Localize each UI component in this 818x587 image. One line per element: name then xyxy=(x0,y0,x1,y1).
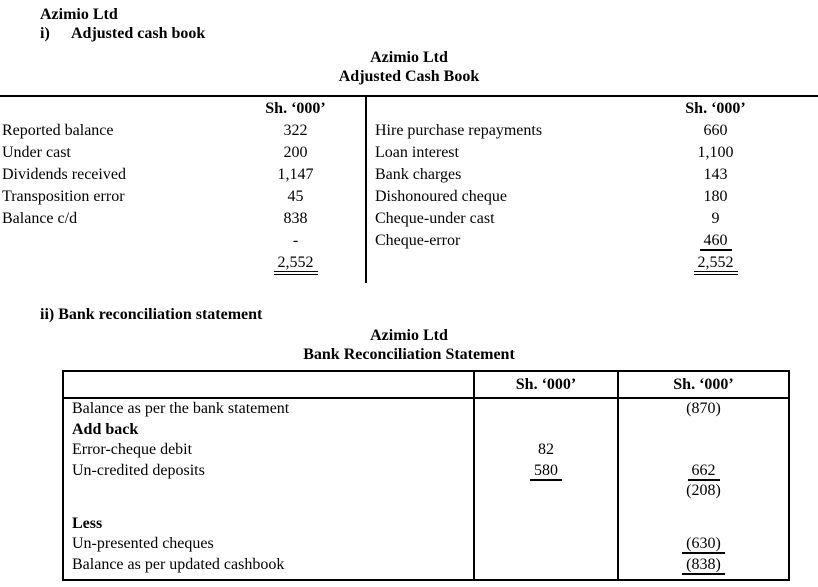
credit-row-amount: 180 xyxy=(703,188,728,205)
debit-row-label: Reported balance xyxy=(2,122,114,139)
debit-row-amount: - xyxy=(292,232,299,249)
bank-reconciliation-table xyxy=(62,370,790,581)
cashbook-credit-side xyxy=(367,97,816,283)
debit-row-label: Under cast xyxy=(2,144,71,161)
row-col1 xyxy=(473,399,617,420)
table-row xyxy=(0,142,365,164)
debit-total: 2,552 xyxy=(274,254,318,275)
table-row xyxy=(64,534,788,555)
reconciliation-header-row xyxy=(64,372,788,399)
table-row xyxy=(367,186,816,208)
section-i-heading xyxy=(40,24,818,43)
reconciliation-doc-title: Bank Reconciliation Statement xyxy=(303,346,515,363)
table-row xyxy=(367,142,816,164)
section-ii-heading xyxy=(40,305,818,324)
debit-row-amount: 1,147 xyxy=(277,166,314,183)
row-col1: 580 xyxy=(530,462,562,481)
credit-total-row xyxy=(367,252,816,278)
section-i-number: i) xyxy=(40,25,50,42)
table-row xyxy=(0,164,365,186)
table-row xyxy=(367,230,816,252)
table-row xyxy=(64,555,788,576)
reconciliation-col2-header: Sh. ‘000’ xyxy=(617,372,788,397)
debit-row-label: Transposition error xyxy=(2,188,125,205)
table-row xyxy=(64,461,788,482)
debit-row-amount: 200 xyxy=(283,144,308,161)
row-col2: (208) xyxy=(617,481,788,502)
table-row xyxy=(367,208,816,230)
section-ii-title: Bank reconciliation statement xyxy=(58,306,263,323)
credit-row-label: Hire purchase repayments xyxy=(375,122,543,139)
credit-total: 2,552 xyxy=(694,254,738,275)
reconciliation-col1-header: Sh. ‘000’ xyxy=(473,372,617,397)
row-label: Un-presented cheques xyxy=(72,535,214,552)
credit-row-label: Cheque-under cast xyxy=(375,210,495,227)
row-col2: (630) xyxy=(682,535,725,554)
debit-row-label: Dividends received xyxy=(2,166,126,183)
debit-currency-header: Sh. ‘000’ xyxy=(265,100,326,117)
row-col2: 662 xyxy=(688,462,720,481)
section-ii-number: ii) xyxy=(40,306,55,323)
page-title: Azimio Ltd xyxy=(40,6,118,23)
credit-row-label: Bank charges xyxy=(375,166,462,183)
section-i-title: Adjusted cash book xyxy=(71,25,206,42)
table-row xyxy=(367,120,816,142)
row-col1: 82 xyxy=(473,440,617,461)
credit-row-label: Loan interest xyxy=(375,144,459,161)
debit-row-label xyxy=(0,230,248,252)
debit-total-row xyxy=(0,252,365,278)
debit-row-amount: 45 xyxy=(287,188,304,205)
table-row xyxy=(64,481,788,502)
spacer-row xyxy=(64,502,788,514)
row-col2: (870) xyxy=(617,399,788,420)
cashbook-debit-side xyxy=(0,97,367,283)
credit-row-amount: 143 xyxy=(703,166,728,183)
table-row xyxy=(0,230,365,252)
row-label: Add back xyxy=(72,420,139,438)
cashbook-company-title: Azimio Ltd xyxy=(370,49,448,66)
table-row xyxy=(0,208,365,230)
credit-currency-header: Sh. ‘000’ xyxy=(685,100,746,117)
row-label: Balance as per the bank statement xyxy=(72,400,290,417)
row-label: Less xyxy=(72,514,103,532)
table-row xyxy=(64,399,788,420)
adjusted-cash-book-table xyxy=(0,95,818,283)
debit-row-amount: 322 xyxy=(283,122,308,139)
table-row xyxy=(64,440,788,461)
cashbook-doc-title: Adjusted Cash Book xyxy=(338,68,480,85)
credit-row-amount: 9 xyxy=(711,210,720,227)
credit-header-row xyxy=(367,97,816,120)
credit-row-label: Dishonoured cheque xyxy=(375,188,507,205)
debit-row-amount: 838 xyxy=(283,210,308,227)
table-row xyxy=(367,164,816,186)
reconciliation-company-title: Azimio Ltd xyxy=(370,327,448,344)
bottom-pad-row xyxy=(64,575,788,579)
table-row xyxy=(0,120,365,142)
credit-row-amount: 460 xyxy=(700,232,732,251)
debit-row-label: Balance c/d xyxy=(2,210,78,227)
row-label: Un-credited deposits xyxy=(72,461,205,479)
table-row xyxy=(64,514,788,535)
credit-row-label: Cheque-error xyxy=(375,232,461,249)
credit-row-amount: 660 xyxy=(703,122,728,139)
table-row xyxy=(64,420,788,441)
row-col2: (838) xyxy=(682,556,725,575)
table-row xyxy=(0,186,365,208)
row-label: Error-cheque debit xyxy=(72,441,193,458)
debit-header-row xyxy=(0,97,365,120)
row-label: Balance as per updated cashbook xyxy=(72,555,285,573)
credit-row-amount: 1,100 xyxy=(697,144,734,161)
